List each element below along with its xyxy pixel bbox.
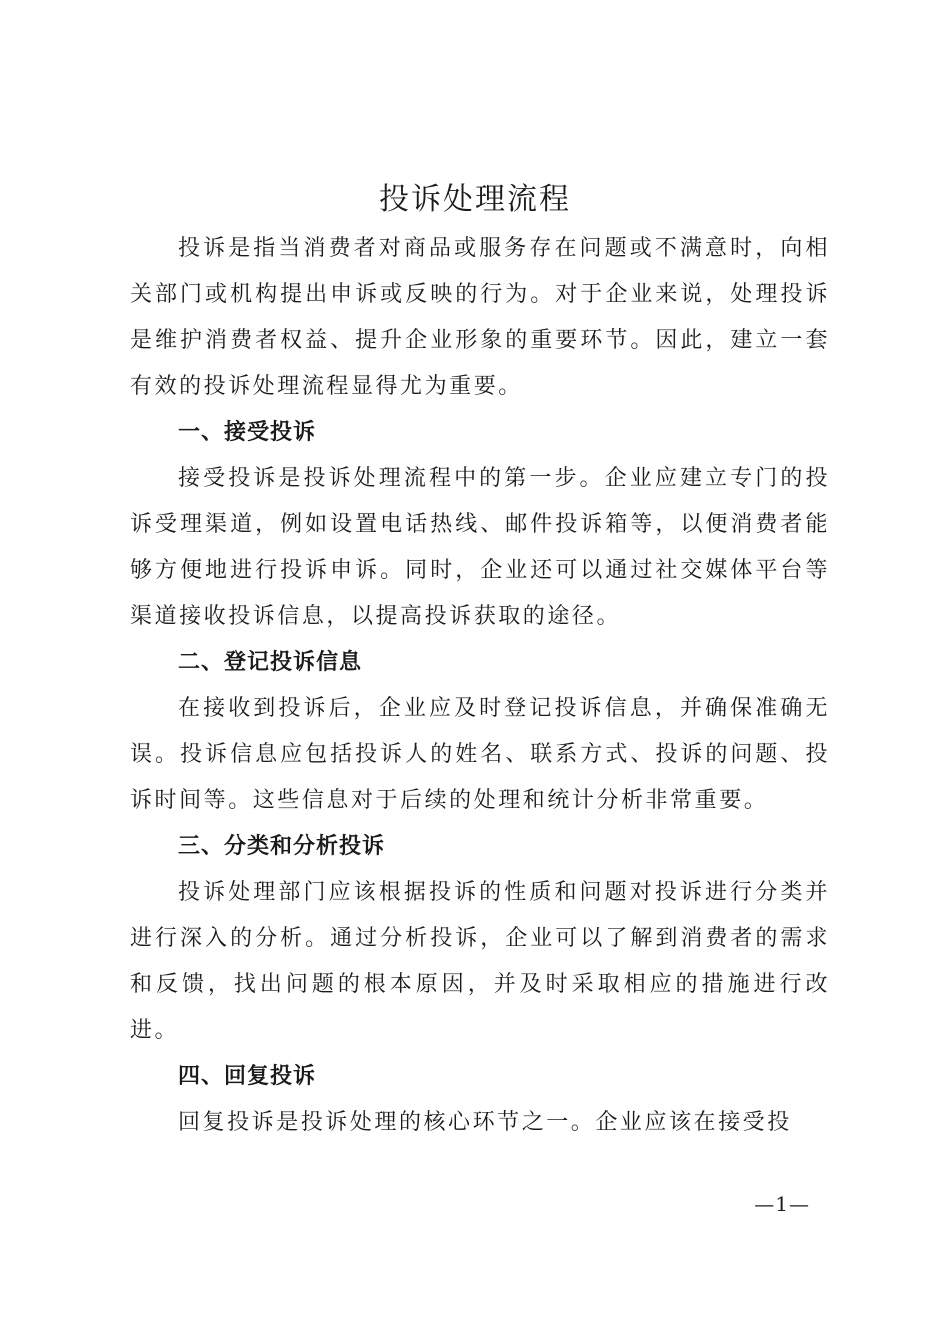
section-heading-3: 三、分类和分析投诉 xyxy=(178,834,386,859)
document-title: 投诉处理流程 xyxy=(379,182,571,217)
page-number: —1— xyxy=(754,1192,810,1216)
section-paragraph-4: 回复投诉是投诉处理的核心环节之一。企业应该在接受投 xyxy=(178,1110,792,1135)
section-paragraph-2: 在接收到投诉后，企业应及时登记投诉信息，并确保准确无误。投诉信息应包括投诉人的姓名、联系方式、投诉的问题、投诉时间等。这些信息对于后续的处理和统计分析非常重要。 xyxy=(130,696,830,813)
document-body xyxy=(130,226,830,1146)
intro-paragraph: 投诉是指当消费者对商品或服务存在问题或不满意时，向相关部门或机构提出申诉或反映的行为。对于企业来说，处理投诉是维护消费者权益、提升企业形象的重要环节。因此，建立一套有效的投诉处理流程显得尤为重要。 xyxy=(130,236,830,399)
section-paragraph-1: 接受投诉是投诉处理流程中的第一步。企业应建立专门的投诉受理渠道，例如设置电话热线、邮件投诉箱等，以便消费者能够方便地进行投诉申诉。同时，企业还可以通过社交媒体平台等渠道接收投诉信息，以提高投诉获取的途径。 xyxy=(130,466,830,629)
section-heading-2: 二、登记投诉信息 xyxy=(178,650,363,675)
section-heading-1: 一、接受投诉 xyxy=(178,420,317,445)
section-heading-4: 四、回复投诉 xyxy=(178,1064,317,1089)
section-paragraph-3: 投诉处理部门应该根据投诉的性质和问题对投诉进行分类并进行深入的分析。通过分析投诉，企业可以了解到消费者的需求和反馈，找出问题的根本原因，并及时采取相应的措施进行改进。 xyxy=(130,880,830,1043)
